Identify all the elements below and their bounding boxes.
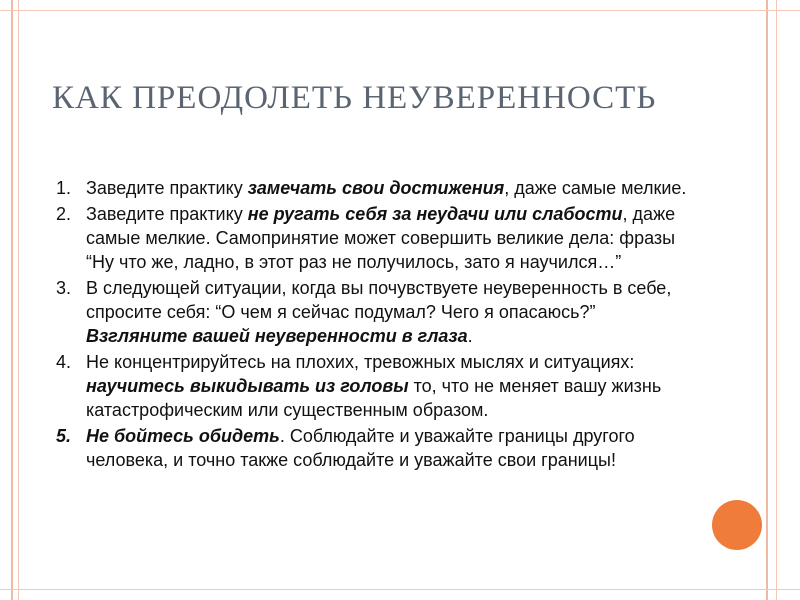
list-item [56, 276, 696, 348]
item-text: В следующей ситуации, когда вы почувствуете неуверенность в себе, спросите себя: “О чем я сейчас подумал? Чего я опасаюсь?” [86, 278, 672, 322]
list-item [56, 176, 696, 200]
item-number: 5. [56, 426, 72, 446]
item-text: . [467, 326, 473, 346]
item-emphasis: Не бойтесь обидеть [86, 426, 280, 446]
frame-line-right-inner [776, 0, 777, 600]
list-item [56, 424, 696, 472]
item-number: 4. [56, 352, 72, 372]
item-emphasis: научитесь выкидывать из головы [86, 376, 409, 396]
tips-list [56, 176, 696, 474]
item-text: Заведите практику [86, 204, 248, 224]
item-number: 2. [56, 204, 72, 224]
frame-line-top [0, 10, 800, 11]
frame-line-bottom [0, 589, 800, 590]
item-text: , даже самые мелкие. Самопринятие может совершить великие дела: фразы “Ну что же, ладно, в этот раз не получилось, зато я научился…” [86, 204, 676, 272]
item-text: Не концентрируйтесь на плохих, тревожных мыслях и ситуациях: [86, 352, 635, 372]
item-number: 1. [56, 178, 72, 198]
frame-line-left-inner [18, 0, 19, 600]
list-item [56, 202, 696, 274]
item-text: , даже самые мелкие. [504, 178, 687, 198]
item-emphasis: не ругать себя за неудачи или слабости [247, 204, 623, 224]
item-text: . Соблюдайте и уважайте границы другого человека, и точно также соблюдайте и уважайте свои границы! [86, 426, 635, 470]
item-emphasis: замечать свои достижения [247, 178, 505, 198]
slide-title: КАК ПРЕОДОЛЕТЬ НЕУВЕРЕННОСТЬ [52, 80, 657, 116]
item-text: Заведите практику [86, 178, 248, 198]
item-number: 3. [56, 278, 72, 298]
item-emphasis: Взгляните вашей неуверенности в глаза [86, 326, 468, 346]
item-text: то, что не меняет вашу жизнь катастрофическим или существенным образом. [86, 376, 662, 420]
frame-line-left-outer [11, 0, 13, 600]
frame-line-right-outer [766, 0, 768, 600]
list-item [56, 350, 696, 422]
decorative-dot [712, 500, 762, 550]
